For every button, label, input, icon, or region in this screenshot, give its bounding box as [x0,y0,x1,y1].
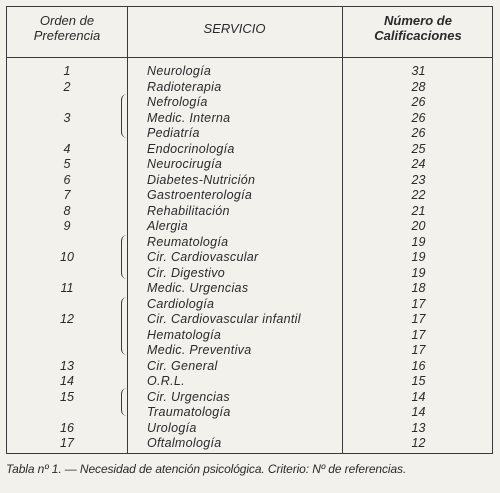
row-orden: 8 [63,203,71,218]
row-servicio: Neurocirugía [147,157,223,171]
row-servicio: Nefrología [147,95,208,109]
row-num: 24 [411,157,426,171]
row-servicio: Cir. Cardiovascular [147,250,259,264]
row-servicio: Hematología [147,327,222,342]
row-num: 12 [411,436,426,450]
row-servicio: Neurología [147,64,212,78]
row-orden: 17 [60,436,74,450]
row-num: 17 [411,296,426,311]
row-orden: 4 [63,141,71,156]
row-servicio: Cir. Digestivo [147,265,226,280]
row-servicio: Oftalmología [147,436,222,450]
row-num: 15 [411,374,426,388]
row-orden: 2 [63,79,71,94]
table-caption: Tabla nº 1. — Necesidad de atención psicológica. Criterio: Nº de referencias. [6,462,407,476]
row-num: 19 [411,265,426,280]
row-num: 17 [411,312,426,326]
row-num: 13 [411,420,426,435]
row-orden: 1 [63,64,71,78]
header-orden [7,13,127,43]
group-brace [121,235,129,279]
header-numero [342,13,494,43]
row-num: 20 [411,219,426,233]
row-num: 31 [411,64,426,78]
row-num: 19 [411,234,426,249]
row-orden: 3 [63,110,71,125]
row-servicio: Medic. Preventiva [147,343,252,357]
row-orden: 13 [60,358,74,373]
services-table [6,6,493,454]
row-orden: 10 [60,250,74,264]
row-num: 18 [411,281,426,295]
row-num: 14 [411,389,426,404]
row-servicio: Urología [147,420,197,435]
row-orden: 5 [63,157,71,171]
row-servicio: Reumatología [147,234,229,249]
row-num: 22 [411,188,426,202]
header-numero-line1: Número de [384,13,452,28]
row-num: 26 [411,126,426,140]
row-orden: 6 [63,172,71,187]
row-num: 26 [411,110,426,125]
row-orden: 11 [60,281,74,295]
row-num: 25 [411,141,426,156]
row-orden: 14 [60,374,74,388]
header-numero-line2: Calificaciones [374,28,462,43]
row-servicio: Traumatología [147,405,231,419]
row-num: 16 [411,358,426,373]
row-servicio: Medic. Urgencias [147,281,249,295]
row-num: 21 [411,203,426,218]
row-servicio: Medic. Interna [147,110,231,125]
column-divider [127,7,128,453]
header-divider [7,57,492,58]
row-num: 26 [411,95,426,109]
row-servicio: Endocrinología [147,141,235,156]
row-servicio: Cir. General [147,358,218,373]
group-brace [121,297,129,355]
row-num: 14 [411,405,426,419]
row-num: 23 [411,172,426,187]
row-orden: 16 [60,420,74,435]
row-num: 19 [411,250,426,264]
row-servicio: Radioterapia [147,79,222,94]
row-servicio: Pediatría [147,126,200,140]
row-orden: 15 [60,389,74,404]
row-num: 28 [411,79,426,94]
header-orden-line1: Orden de [39,13,95,28]
row-servicio: Cir. Urgencias [147,389,230,404]
row-servicio: Cardiología [147,296,215,311]
row-servicio: Alergia [147,219,189,233]
row-num: 17 [411,327,426,342]
row-orden: 12 [60,312,74,326]
row-orden: 7 [63,188,71,202]
header-servicio: SERVICIO [203,21,266,36]
row-servicio: Cir. Cardiovascular infantil [147,312,301,326]
row-servicio: Diabetes-Nutrición [147,172,256,187]
group-brace [121,388,129,416]
row-orden: 9 [63,219,71,233]
row-servicio: Gastroenterología [147,188,253,202]
row-servicio: Rehabilitación [147,203,230,218]
header-orden-line2: Preferencia [33,28,101,43]
row-num: 17 [411,343,426,357]
row-servicio: O.R.L. [147,374,185,388]
group-brace [121,94,129,138]
